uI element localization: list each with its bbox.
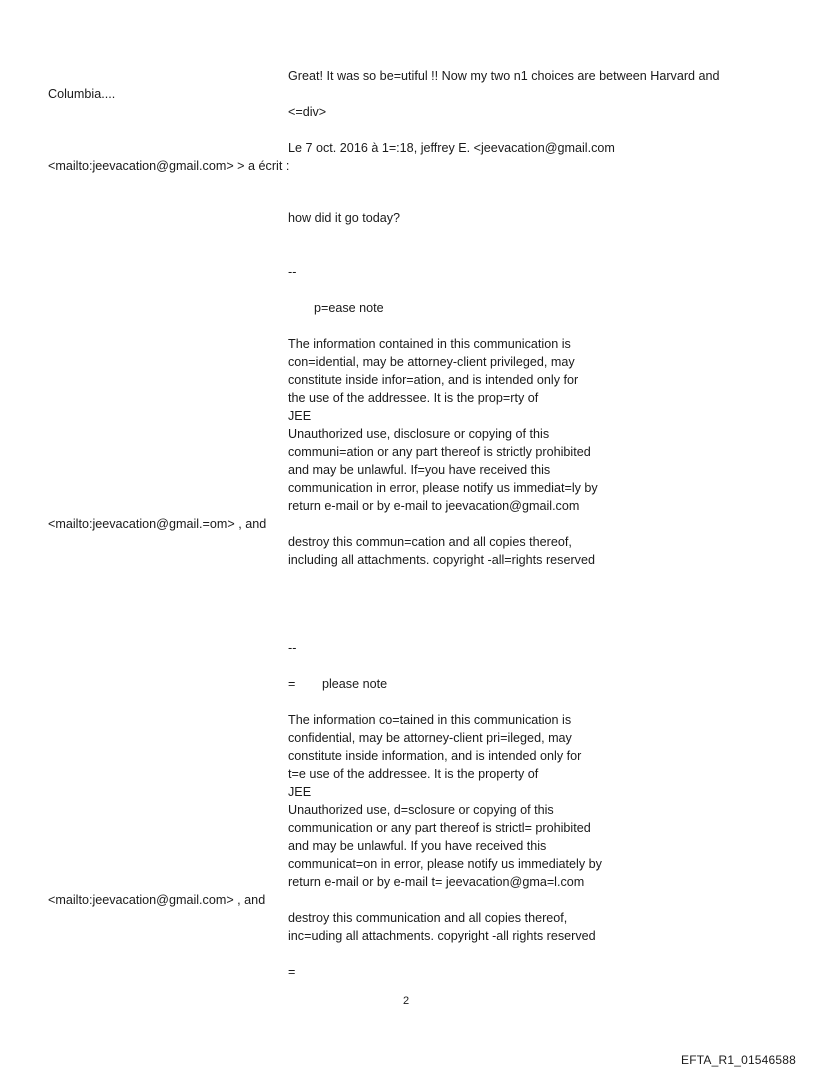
disclaimer-2-line: inc=uding all attachments. copyright -all rights reserved (288, 929, 596, 943)
disclaimer-2-line: constitute inside information, and is intended only for (288, 749, 582, 763)
disclaimer-2-line: communicat=on in error, please notify us immediately by (288, 857, 602, 871)
disclaimer-1-line: destroy this commun=cation and all copies thereof, (288, 535, 572, 549)
end-mark: = (288, 965, 296, 979)
quoted-question: how did it go today? (288, 211, 401, 225)
page-number: 2 (403, 995, 410, 1007)
disclaimer-1-mailto: <mailto:jeevacation@gmail.=om> , and (48, 517, 267, 531)
quote-header-line-2: <mailto:jeevacation@gmail.com> > a écrit : (48, 159, 290, 173)
disclaimer-2-line: t=e use of the addressee. It is the property of (288, 767, 539, 781)
disclaimer-1-line: constitute inside infor=ation, and is intended only for (288, 373, 579, 387)
disclaimer-2-line: and may be unlawful. If you have received this (288, 839, 547, 853)
disclaimer-2-eq: = (288, 677, 296, 691)
disclaimer-2-mailto: <mailto:jeevacation@gmail.com> , and (48, 893, 266, 907)
disclaimer-1-line: Unauthorized use, disclosure or copying of this (288, 427, 550, 441)
disclaimer-2-line: confidential, may be attorney-client pri=ileged, may (288, 731, 572, 745)
disclaimer-2-line: return e-mail or by e-mail t= jeevacation@gma=l.com (288, 875, 585, 889)
disclaimer-1-heading: p=ease note (314, 301, 384, 315)
disclaimer-1-line: and may be unlawful. If=you have received this (288, 463, 551, 477)
disclaimer-2-heading: please note (322, 677, 388, 691)
reply-line-1: Great! It was so be=utiful !! Now my two n1 choices are between Harvard and (288, 69, 720, 83)
div-tag: <=div> (288, 105, 327, 119)
disclaimer-2-line: destroy this communication and all copies thereof, (288, 911, 568, 925)
disclaimer-2-line: communication or any part thereof is strictl= prohibited (288, 821, 591, 835)
signature-separator-2: -- (288, 641, 297, 655)
disclaimer-1-line: communication in error, please notify us immediat=ly by (288, 481, 598, 495)
signature-separator-1: -- (288, 265, 297, 279)
disclaimer-1-line: The information contained in this communication is (288, 337, 571, 351)
reply-line-2: Columbia.... (48, 87, 116, 101)
quote-header-line-1: Le 7 oct. 2016 à 1=:18, jeffrey E. <jeevacation@gmail.com (288, 141, 615, 155)
disclaimer-1-line: communi=ation or any part thereof is strictly prohibited (288, 445, 591, 459)
disclaimer-1-line: return e-mail or by e-mail to jeevacation@gmail.com (288, 499, 580, 513)
disclaimer-2-line: The information co=tained in this communication is (288, 713, 572, 727)
disclaimer-2-line: Unauthorized use, d=sclosure or copying of this (288, 803, 554, 817)
bates-number: EFTA_R1_01546588 (681, 1053, 797, 1067)
disclaimer-1-line: JEE (288, 409, 312, 423)
disclaimer-1-line: the use of the addressee. It is the prop=rty of (288, 391, 539, 405)
disclaimer-1-line: con=idential, may be attorney-client privileged, may (288, 355, 575, 369)
disclaimer-2-line: JEE (288, 785, 312, 799)
disclaimer-1-line: including all attachments. copyright -all=rights reserved (288, 553, 595, 567)
